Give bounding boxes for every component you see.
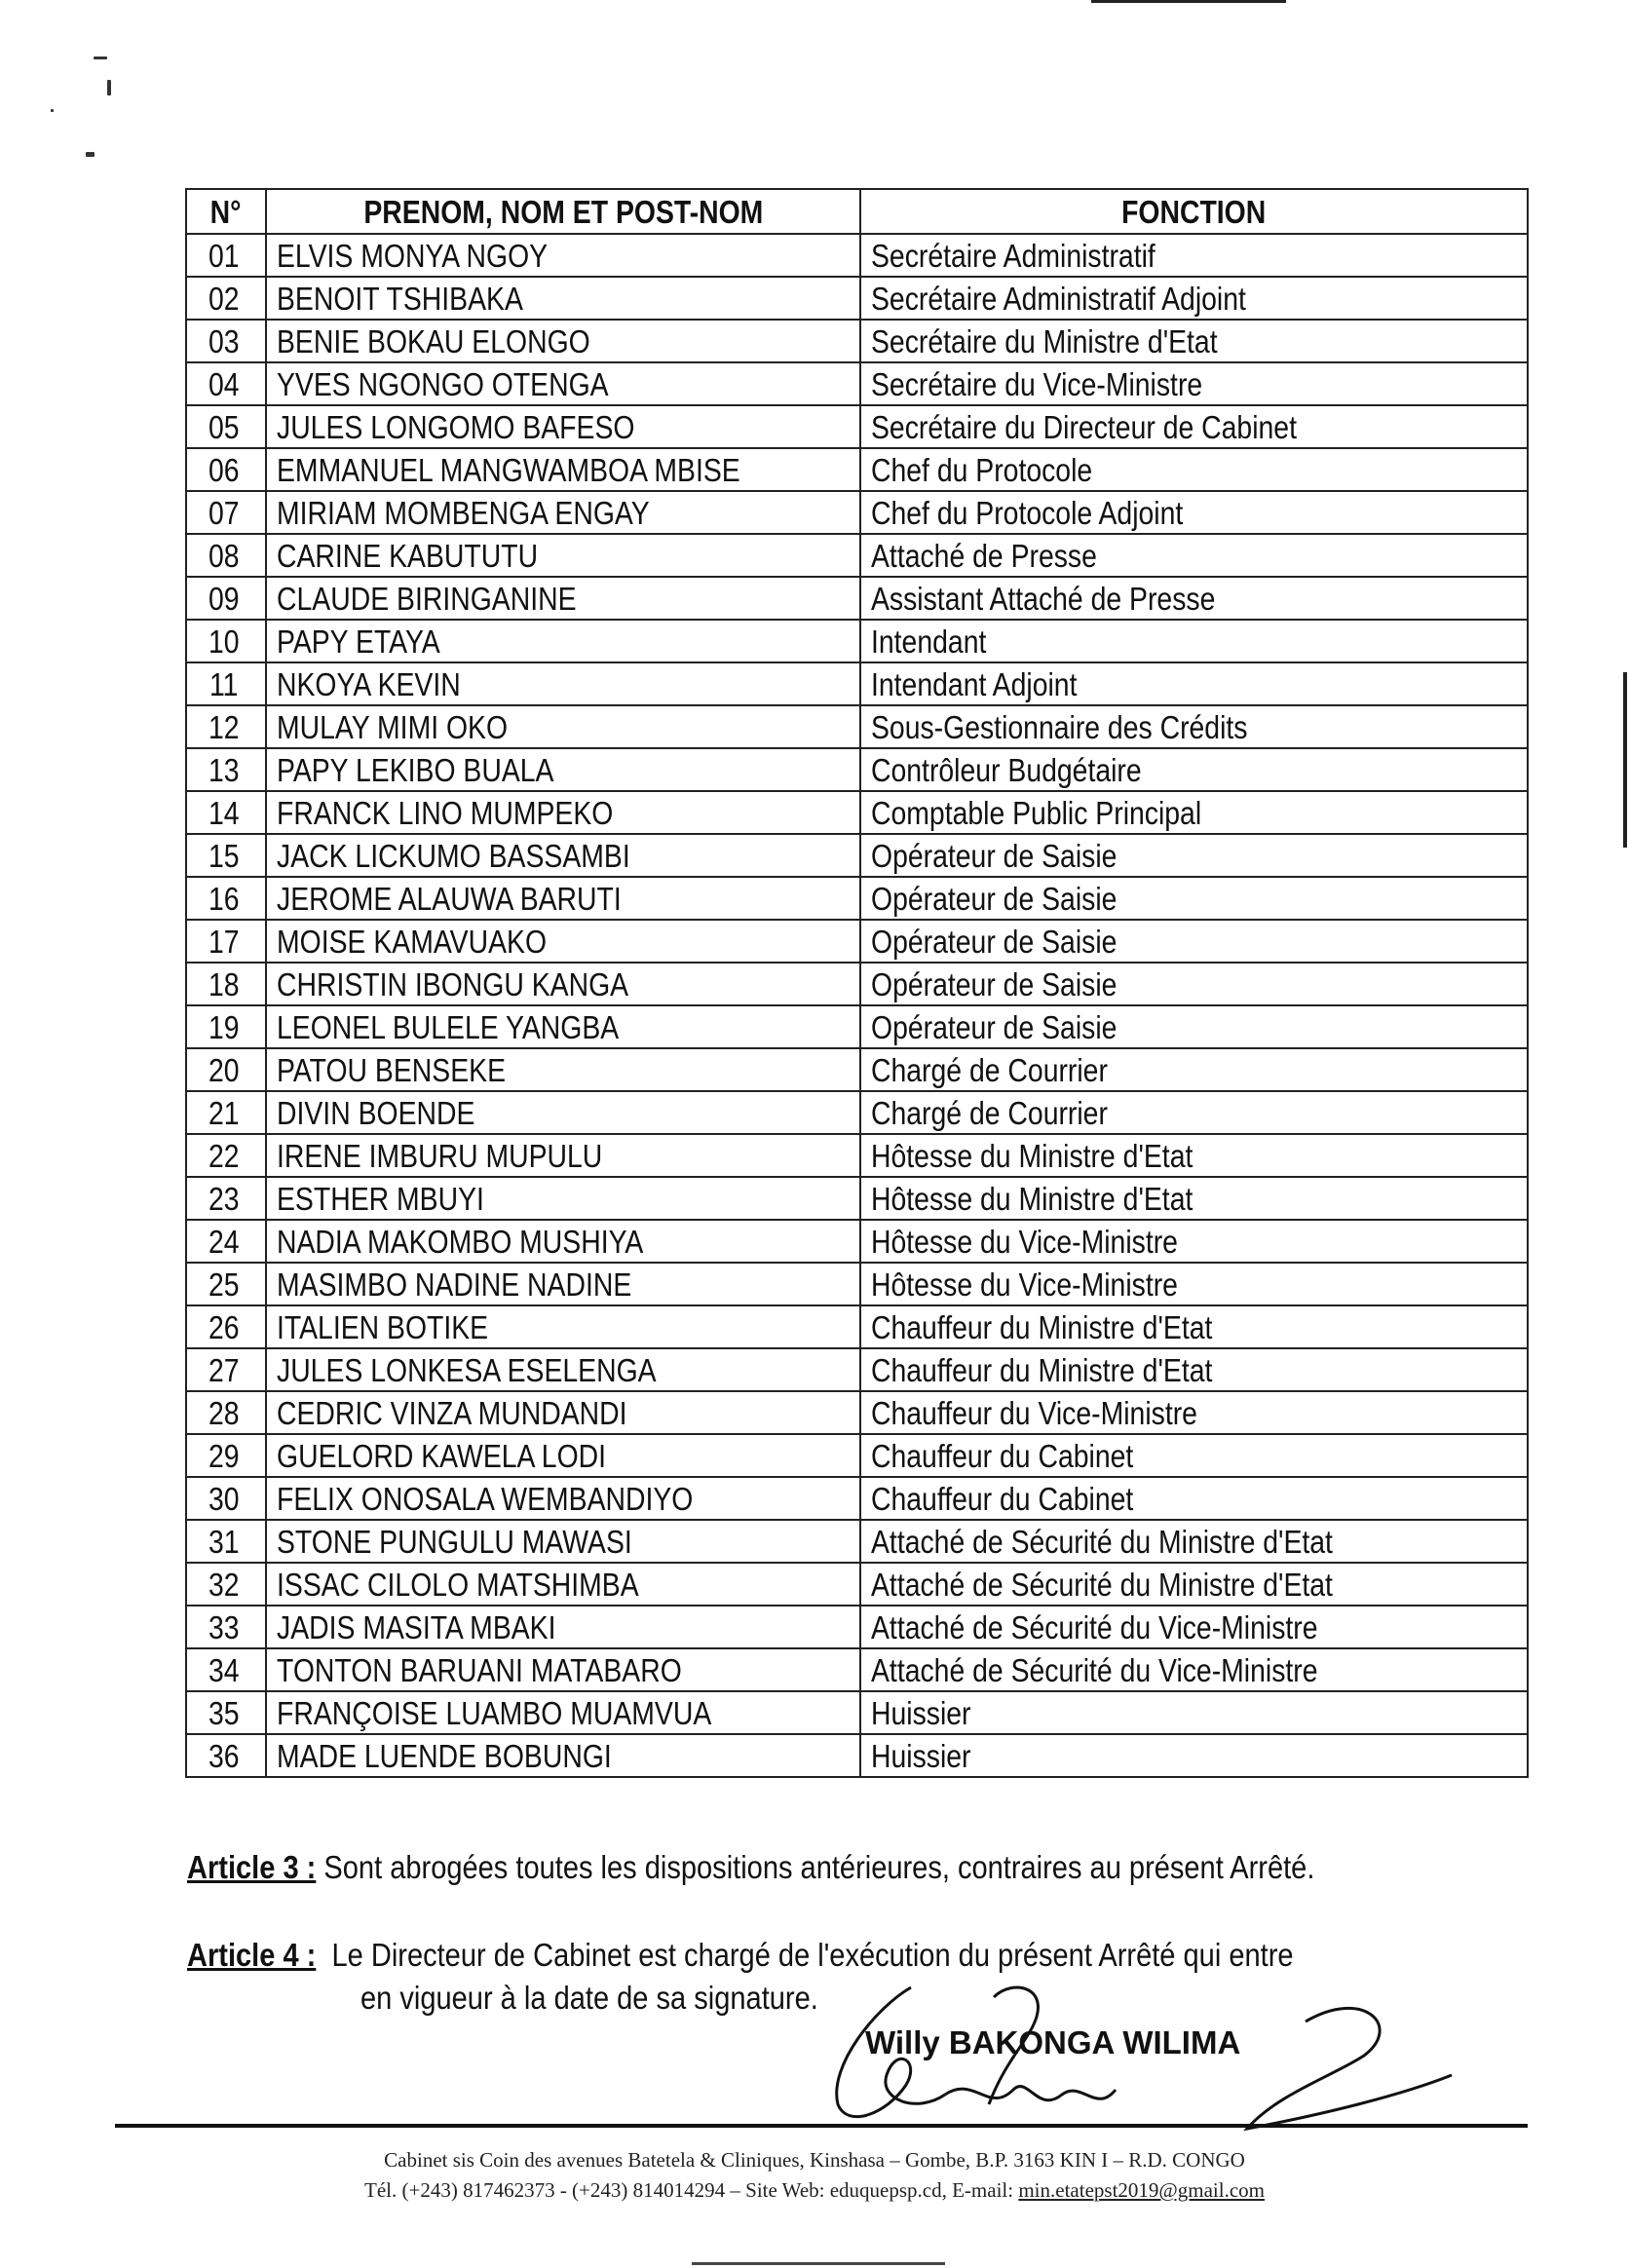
row-name [266,405,860,448]
row-name-text: LEONEL BULELE YANGBA [277,1008,620,1045]
row-name-text: MADE LUENDE BOBUNGI [277,1737,612,1774]
row-name-text: PAPY LEKIBO BUALA [277,751,554,788]
row-number [186,791,266,834]
table-row [186,1477,1528,1520]
row-name-text: NADIA MAKOMBO MUSHIYA [277,1223,644,1260]
row-function-text: Chef du Protocole [871,451,1093,488]
row-number-text: 06 [208,451,240,488]
row-name [266,963,860,1005]
signer-name: Willy BAKONGA WILIMA [865,2024,1241,2060]
row-name-text: EMMANUEL MANGWAMBOA MBISE [277,451,740,488]
row-name-text: JULES LONGOMO BAFESO [277,408,635,445]
table-row [186,577,1528,620]
row-function [860,277,1528,320]
row-name [266,1005,860,1048]
row-name [266,234,860,277]
row-number-text: 34 [208,1651,240,1688]
table-row [186,362,1528,405]
row-name-text: GUELORD KAWELA LODI [277,1437,607,1474]
row-function [860,620,1528,662]
row-number [186,1520,266,1563]
row-number-text: 20 [208,1051,240,1088]
row-function-text: Attaché de Sécurité du Vice-Ministre [871,1651,1318,1688]
row-function [860,1048,1528,1091]
row-number [186,877,266,920]
row-function [860,320,1528,362]
row-name [266,791,860,834]
table-row [186,1177,1528,1220]
table-row [186,748,1528,791]
row-number-text: 18 [208,965,240,1002]
row-number [186,1648,266,1691]
table-row [186,1134,1528,1177]
row-function [860,920,1528,963]
row-name-text: JULES LONKESA ESELENGA [277,1351,657,1388]
row-name-text: ESTHER MBUYI [277,1180,484,1217]
row-name [266,1691,860,1734]
row-function-text: Chauffeur du Cabinet [871,1480,1134,1517]
row-number [186,1734,266,1777]
scan-top-line [1091,0,1286,3]
article-4-continuation [360,1977,881,2020]
table-row [186,1391,1528,1434]
row-number-text: 02 [208,280,240,317]
row-name [266,920,860,963]
row-number-text: 28 [208,1394,240,1431]
table-row [186,1691,1528,1734]
row-name [266,1177,860,1220]
article-4-text-line2: en vigueur à la date de sa signature. [360,1980,818,2016]
row-number-text: 36 [208,1737,240,1774]
row-function [860,1091,1528,1134]
row-function-text: Contrôleur Budgétaire [871,751,1142,788]
table-row [186,1005,1528,1048]
row-function-text: Attaché de Sécurité du Vice-Ministre [871,1608,1318,1645]
row-function-text: Hôtesse du Vice-Ministre [871,1223,1178,1260]
table-row [186,1563,1528,1606]
row-number-text: 25 [208,1266,240,1303]
row-name [266,1477,860,1520]
row-number [186,234,266,277]
table-row [186,1520,1528,1563]
row-name [266,1391,860,1434]
table-row [186,791,1528,834]
table-row [186,1434,1528,1477]
row-name [266,1348,860,1391]
row-function-text: Hôtesse du Ministre d'Etat [871,1180,1193,1217]
row-name-text: ELVIS MONYA NGOY [277,237,549,274]
row-name [266,834,860,877]
table-row [186,963,1528,1005]
table-row [186,1734,1528,1777]
row-number-text: 30 [208,1480,240,1517]
row-name-text: MASIMBO NADINE NADINE [277,1266,632,1303]
article-3 [187,1846,1468,1889]
row-function [860,963,1528,1005]
row-number [186,1691,266,1734]
row-function [860,834,1528,877]
row-name [266,1648,860,1691]
row-function-text: Opérateur de Saisie [871,923,1118,960]
row-function-text: Chargé de Courrier [871,1094,1108,1131]
row-number [186,834,266,877]
row-number [186,448,266,491]
row-function [860,448,1528,491]
table-row [186,834,1528,877]
table-row [186,1048,1528,1091]
row-number-text: 21 [208,1094,240,1131]
row-function [860,662,1528,705]
row-number-text: 09 [208,580,240,617]
row-number-text: 35 [208,1694,240,1731]
row-function [860,1305,1528,1348]
row-function [860,791,1528,834]
row-number-text: 07 [208,494,240,531]
row-function [860,1177,1528,1220]
row-number [186,662,266,705]
row-number-text: 24 [208,1223,240,1260]
scan-speck [86,152,95,157]
row-function-text: Hôtesse du Vice-Ministre [871,1266,1178,1303]
footer-contact [0,2178,1629,2203]
row-number-text: 29 [208,1437,240,1474]
staff-table [185,188,1529,1778]
table-row [186,705,1528,748]
scan-speck [51,109,54,112]
row-function [860,1348,1528,1391]
row-function-text: Assistant Attaché de Presse [871,580,1216,617]
row-name [266,1563,860,1606]
scan-edge-mark [1623,672,1627,848]
table-row [186,1348,1528,1391]
table-row [186,620,1528,662]
row-function-text: Chargé de Courrier [871,1051,1108,1088]
row-function-text: Opérateur de Saisie [871,837,1118,874]
row-name-text: YVES NGONGO OTENGA [277,365,609,402]
row-number [186,705,266,748]
row-number [186,1477,266,1520]
row-name-text: NKOYA KEVIN [277,665,461,702]
row-function-text: Attaché de Sécurité du Ministre d'Etat [871,1566,1333,1603]
row-function-text: Chauffeur du Vice-Ministre [871,1394,1197,1431]
row-function [860,491,1528,534]
row-name [266,362,860,405]
row-number-text: 15 [208,837,240,874]
table-row [186,877,1528,920]
row-number-text: 22 [208,1137,240,1174]
table-row [186,1220,1528,1263]
table-row [186,1648,1528,1691]
row-function-text: Huissier [871,1737,971,1774]
row-name [266,448,860,491]
row-number-text: 14 [208,794,240,831]
row-function [860,877,1528,920]
row-function [860,1606,1528,1648]
row-number [186,1220,266,1263]
row-function [860,1391,1528,1434]
row-name-text: STONE PUNGULU MAWASI [277,1523,632,1560]
row-number [186,620,266,662]
row-number-text: 11 [208,665,239,702]
row-function [860,705,1528,748]
row-function-text: Comptable Public Principal [871,794,1202,831]
table-row [186,534,1528,577]
row-name [266,577,860,620]
row-name-text: MULAY MIMI OKO [277,708,509,745]
row-name-text: BENIE BOKAU ELONGO [277,322,590,359]
row-name-text: ITALIEN BOTIKE [277,1308,489,1345]
row-number [186,491,266,534]
article-3-text: Sont abrogées toutes les dispositions antérieures, contraires au présent Arrêté. [316,1849,1315,1885]
row-name-text: PATOU BENSEKE [277,1051,506,1088]
row-function [860,1648,1528,1691]
row-number-text: 05 [208,408,240,445]
row-number [186,1348,266,1391]
row-name [266,277,860,320]
row-function [860,534,1528,577]
row-name-text: TONTON BARUANI MATABARO [277,1651,682,1688]
row-number-text: 32 [208,1566,240,1603]
table-row [186,448,1528,491]
row-name [266,1734,860,1777]
row-number-text: 12 [208,708,240,745]
row-number [186,963,266,1005]
row-number-text: 31 [208,1523,240,1560]
row-name-text: PAPY ETAYA [277,623,440,660]
row-number-text: 10 [208,623,240,660]
table-row [186,320,1528,362]
row-function-text: Opérateur de Saisie [871,880,1118,917]
table-row [186,405,1528,448]
header-name: PRENOM, NOM ET POST-NOM [266,189,860,234]
row-function [860,1563,1528,1606]
row-function-text: Opérateur de Saisie [871,1008,1118,1045]
row-name [266,1263,860,1305]
table-row [186,920,1528,963]
article-4-label: Article 4 : [187,1937,317,1973]
row-number [186,1563,266,1606]
row-name [266,662,860,705]
row-name [266,1520,860,1563]
row-function-text: Hôtesse du Ministre d'Etat [871,1137,1193,1174]
footer-rule [115,2124,1528,2128]
table-row [186,1091,1528,1134]
row-name-text: JADIS MASITA MBAKI [277,1608,556,1645]
row-function [860,234,1528,277]
row-number [186,1048,266,1091]
row-name-text: IRENE IMBURU MUPULU [277,1137,603,1174]
row-function [860,1220,1528,1263]
row-function [860,1691,1528,1734]
row-number [186,1263,266,1305]
row-function [860,1477,1528,1520]
article-4-text-line1: Le Directeur de Cabinet est chargé de l'exécution du présent Arrêté qui entre [316,1937,1294,1973]
row-name-text: JACK LICKUMO BASSAMBI [277,837,630,874]
row-function [860,1005,1528,1048]
row-number [186,1606,266,1648]
row-number [186,1391,266,1434]
row-function-text: Chef du Protocole Adjoint [871,494,1184,531]
row-name [266,1305,860,1348]
row-name-text: CLAUDE BIRINGANINE [277,580,577,617]
row-function-text: Huissier [871,1694,971,1731]
row-function-text: Chauffeur du Cabinet [871,1437,1134,1474]
row-name-text: FELIX ONOSALA WEMBANDIYO [277,1480,694,1517]
row-number-text: 27 [208,1351,240,1388]
row-number-text: 26 [208,1308,240,1345]
row-function-text: Secrétaire du Directeur de Cabinet [871,408,1297,445]
row-name-text: FRANÇOISE LUAMBO MUAMVUA [277,1694,712,1731]
row-function-text: Attaché de Presse [871,537,1097,574]
row-number [186,748,266,791]
scan-speck [107,80,111,95]
footer-email: min.etatepst2019@gmail.com [1018,2178,1265,2202]
row-function-text: Secrétaire Administratif [871,237,1155,274]
row-function-text: Attaché de Sécurité du Ministre d'Etat [871,1523,1333,1560]
row-function-text: Secrétaire du Ministre d'Etat [871,322,1218,359]
row-number-text: 33 [208,1608,240,1645]
row-name-text: MIRIAM MOMBENGA ENGAY [277,494,650,531]
row-function-text: Opérateur de Saisie [871,965,1118,1002]
row-name-text: FRANCK LINO MUMPEKO [277,794,614,831]
row-function [860,1520,1528,1563]
row-name [266,705,860,748]
row-number-text: 03 [208,322,240,359]
row-name [266,1220,860,1263]
row-name-text: CHRISTIN IBONGU KANGA [277,965,629,1002]
row-number [186,1305,266,1348]
table-header-row [186,189,1528,234]
row-name-text: JEROME ALAUWA BARUTI [277,880,622,917]
row-function-text: Intendant [871,623,987,660]
row-number [186,577,266,620]
table-row [186,1305,1528,1348]
row-number [186,320,266,362]
row-function-text: Intendant Adjoint [871,665,1078,702]
row-name [266,620,860,662]
row-name [266,1434,860,1477]
article-3-label: Article 3 : [187,1849,317,1885]
row-name [266,491,860,534]
footer-address: Cabinet sis Coin des avenues Batetela & Cliniques, Kinshasa – Gombe, B.P. 3163 KIN I – R.D. CONGO [384,2148,1245,2172]
row-number-text: 01 [208,237,240,274]
row-name-text: MOISE KAMAVUAKO [277,923,548,960]
row-number [186,534,266,577]
footer-contact-text: Tél. (+243) 817462373 - (+243) 814014294 – Site Web: eduquepsp.cd, E-mail: [364,2178,1019,2202]
row-number [186,362,266,405]
row-name-text: CEDRIC VINZA MUNDANDI [277,1394,627,1431]
row-function-text: Secrétaire du Vice-Ministre [871,365,1203,402]
row-function [860,1734,1528,1777]
row-name-text: BENOIT TSHIBAKA [277,280,523,317]
row-name [266,1606,860,1648]
table-body [186,234,1528,1777]
row-number [186,1177,266,1220]
row-function [860,748,1528,791]
header-number: N° [186,189,266,234]
row-function [860,1134,1528,1177]
row-number-text: 08 [208,537,240,574]
row-name-text: CARINE KABUTUTU [277,537,539,574]
row-name [266,534,860,577]
table-row [186,1606,1528,1648]
row-name [266,877,860,920]
row-function [860,1263,1528,1305]
row-number-text: 19 [208,1008,240,1045]
row-function [860,405,1528,448]
row-name [266,1091,860,1134]
table-row [186,234,1528,277]
row-name [266,320,860,362]
table-row [186,1263,1528,1305]
row-function-text: Secrétaire Administratif Adjoint [871,280,1246,317]
row-number-text: 17 [208,923,240,960]
row-number [186,920,266,963]
row-name [266,748,860,791]
row-number-text: 16 [208,880,240,917]
row-function-text: Chauffeur du Ministre d'Etat [871,1351,1213,1388]
row-number-text: 23 [208,1180,240,1217]
row-number [186,405,266,448]
scan-speck [94,57,107,59]
row-number [186,277,266,320]
row-function [860,1434,1528,1477]
row-number [186,1005,266,1048]
row-function [860,362,1528,405]
scan-bottom-line [692,2262,945,2265]
row-name [266,1048,860,1091]
row-function [860,577,1528,620]
row-name-text: ISSAC CILOLO MATSHIMBA [277,1566,639,1603]
header-function: FONCTION [860,189,1528,234]
row-number-text: 13 [208,751,240,788]
table-row [186,277,1528,320]
row-name [266,1134,860,1177]
row-function-text: Chauffeur du Ministre d'Etat [871,1308,1213,1345]
row-number [186,1091,266,1134]
row-function-text: Sous-Gestionnaire des Crédits [871,708,1248,745]
table-row [186,491,1528,534]
row-name-text: DIVIN BOENDE [277,1094,475,1131]
row-number [186,1434,266,1477]
row-number-text: 04 [208,365,240,402]
table-row [186,662,1528,705]
row-number [186,1134,266,1177]
